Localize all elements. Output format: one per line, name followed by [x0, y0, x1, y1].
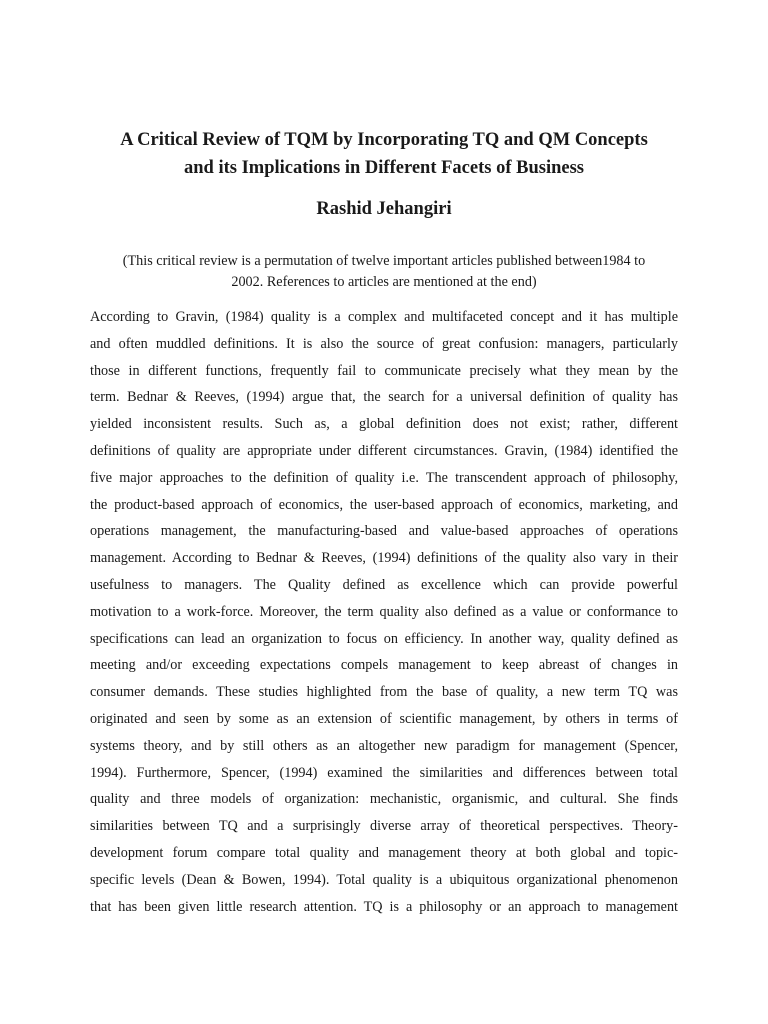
body-line: operations management, the manufacturing-based and value-based approaches of operations	[90, 523, 678, 540]
body-line: term. Bednar & Reeves, (1994) argue that, the search for a universal definition of quality has	[90, 389, 678, 406]
body-line: motivation to a work-force. Moreover, the term quality also defined as a value or conformance to	[90, 603, 678, 620]
body-line: quality and three models of organization: mechanistic, organismic, and cultural. She finds	[90, 791, 678, 808]
body-line: originated and seen by some as an extension of scientific management, by others in terms of	[90, 710, 678, 727]
title-line-2: and its Implications in Different Facets of Business	[184, 158, 584, 178]
body-line: definitions of quality are appropriate under different circumstances. Gravin, (1984) identified the	[90, 442, 678, 459]
note-line-1: (This critical review is a permutation of twelve important articles published between1984 to	[122, 253, 646, 269]
body-line: systems theory, and by still others as an altogether new paradigm for management (Spencer,	[90, 737, 678, 754]
body-line: 1994). Furthermore, Spencer, (1994) examined the similarities and differences between total	[90, 764, 678, 781]
body-line: meeting and/or exceeding expectations compels management to keep abreast of changes in	[90, 657, 678, 674]
body-line: consumer demands. These studies highlighted from the base of quality, a new term TQ was	[90, 684, 678, 701]
review-note	[92, 251, 676, 293]
body-line: that has been given little research attention. TQ is a philosophy or an approach to management	[90, 898, 678, 915]
body-line: and often muddled definitions. It is also the source of great confusion: managers, particularly	[90, 335, 678, 352]
body-line: similarities between TQ and a surprisingly diverse array of theoretical perspectives. Theory-	[90, 818, 678, 835]
body-line: development forum compare total quality and management theory at both global and topic-	[90, 844, 678, 861]
body-line: five major approaches to the definition of quality i.e. The transcendent approach of philosophy,	[90, 469, 678, 486]
title-line-1: A Critical Review of TQM by Incorporating TQ and QM Concepts	[120, 130, 648, 150]
body-line: usefulness to managers. The Quality defined as excellence which can provide powerful	[90, 576, 678, 593]
body-paragraph	[90, 304, 678, 920]
document-title	[60, 126, 708, 182]
body-line: specifications can lead an organization to focus on efficiency. In another way, quality defined as	[90, 630, 678, 647]
note-line-2: 2002. References to articles are mentioned at the end)	[231, 274, 537, 290]
body-line: specific levels (Dean & Bowen, 1994). Total quality is a ubiquitous organizational phenomenon	[90, 871, 678, 888]
author-name: Rashid Jehangiri	[316, 199, 452, 219]
body-line: management. According to Bednar & Reeves, (1994) definitions of the quality also vary in their	[90, 550, 678, 567]
body-line: the product-based approach of economics, the user-based approach of economics, marketing, and	[90, 496, 678, 513]
body-line: those in different functions, frequently fail to communicate precisely what they mean by the	[90, 362, 678, 379]
body-line: According to Gravin, (1984) quality is a complex and multifaceted concept and it has multiple	[90, 309, 678, 325]
body-line: yielded inconsistent results. Such as, a global definition does not exist; rather, different	[90, 416, 678, 433]
